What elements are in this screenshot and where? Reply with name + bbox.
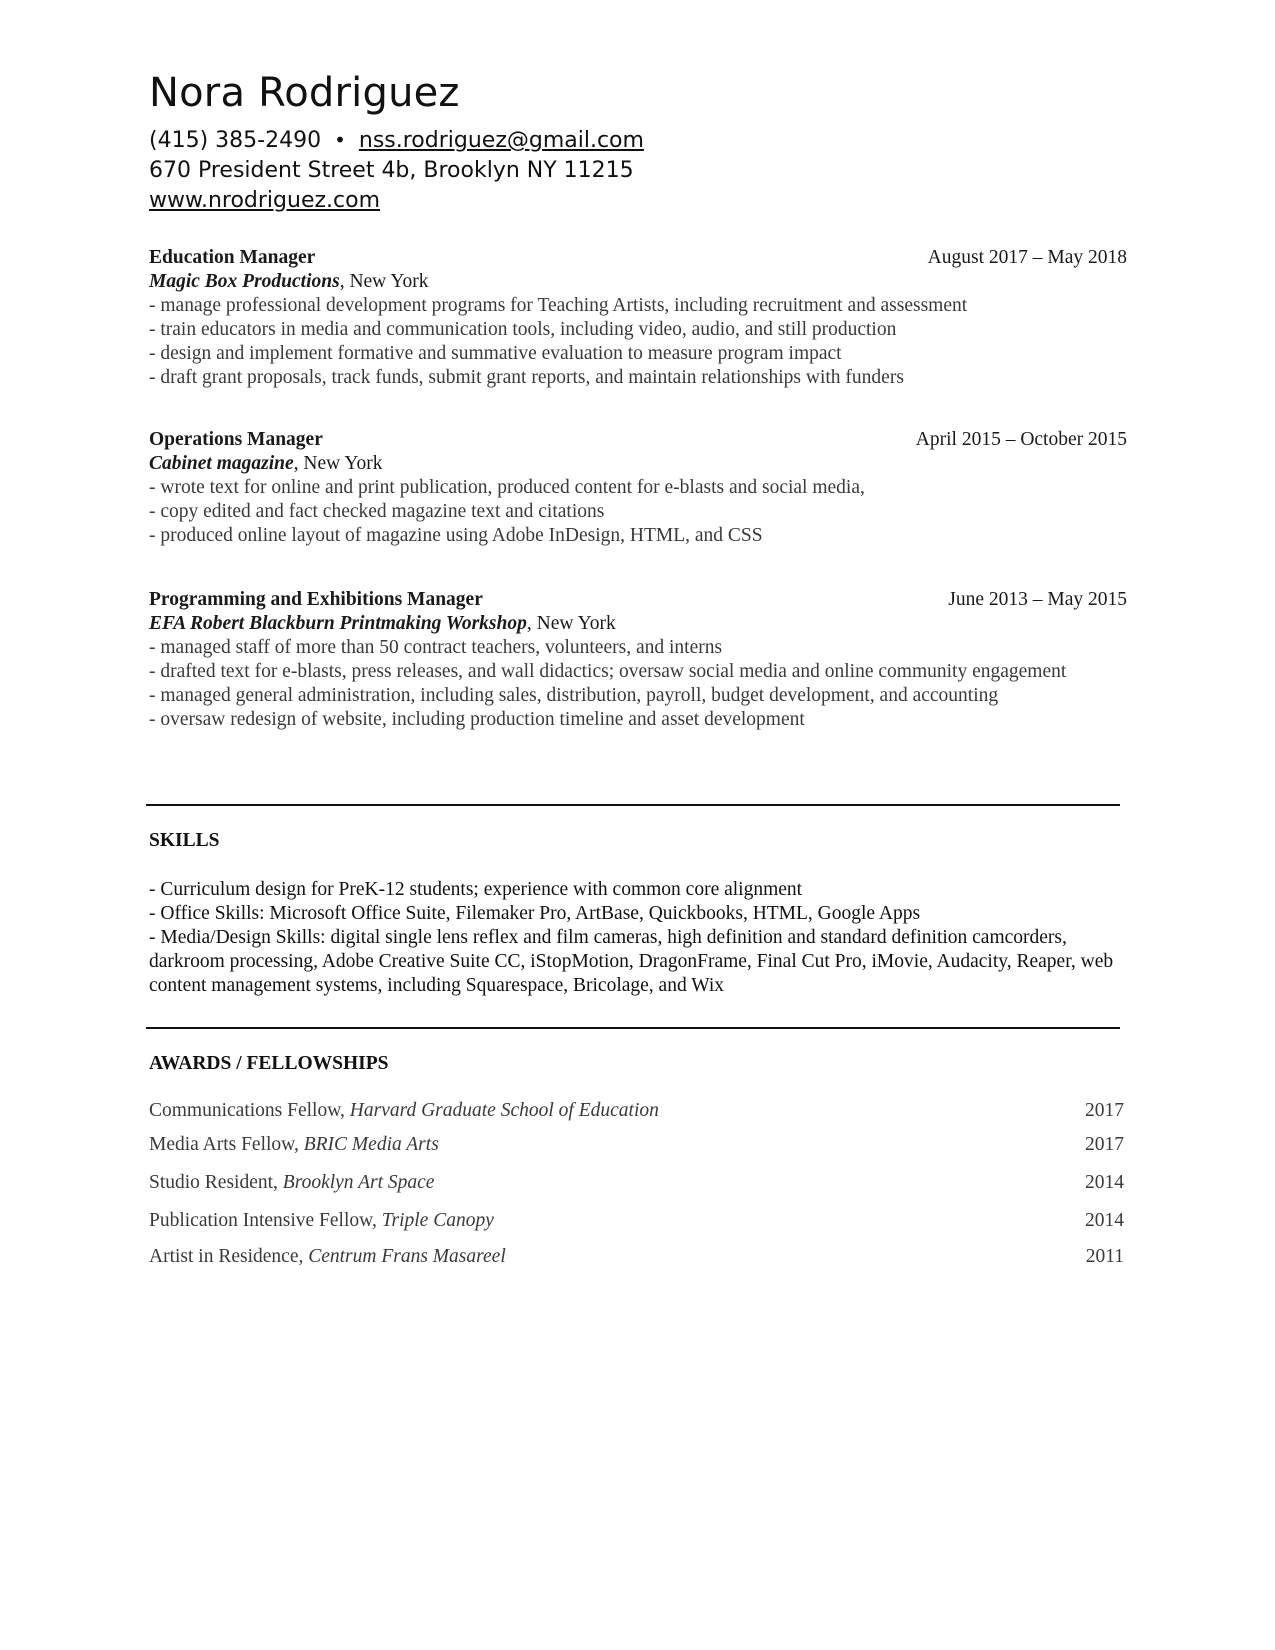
job-header [149,588,1127,612]
award-year: 2011 [1085,1246,1124,1267]
job-duties [149,476,1127,548]
job-entry [149,588,1127,732]
duty-item: - produced online layout of magazine using Adobe InDesign, HTML, and CSS [149,525,763,546]
job-organization: Cabinet magazine [149,453,294,474]
duty-item: - train educators in media and communication tools, including video, audio, and still production [149,319,897,340]
separator-dot: • [334,128,346,152]
award-organization: Brooklyn Art Space [282,1172,435,1193]
phone-number: (415) 385-2490 [149,128,322,153]
award-name [149,1100,659,1122]
skills-heading: SKILLS [149,830,220,851]
awards-heading: AWARDS / FELLOWSHIPS [149,1053,389,1074]
duty-item: - drafted text for e-blasts, press releases, and wall didactics; oversaw social media and online community engagement [149,661,1067,682]
duty-item: - manage professional development programs for Teaching Artists, including recruitment and assessment [149,295,968,316]
award-name [149,1172,434,1194]
job-dates: June 2013 – May 2015 [948,589,1127,610]
job-title: Programming and Exhibitions Manager [149,589,483,610]
duty-item: - oversaw redesign of website, including production timeline and asset development [149,709,805,730]
job-organization: Magic Box Productions [149,271,340,292]
contact-line-phone-email [149,128,644,153]
duty-item: - wrote text for online and print publication, produced content for e-blasts and social media, [149,477,865,498]
award-year: 2014 [1085,1210,1124,1231]
job-organization-line [149,452,1127,476]
job-organization-line [149,270,1127,294]
award-role: Media Arts Fellow, [149,1134,304,1155]
award-role: Publication Intensive Fellow, [149,1210,382,1231]
job-dates: August 2017 – May 2018 [927,247,1127,268]
award-role: Artist in Residence, [149,1246,309,1267]
skill-item: - Media/Design Skills: digital single lens reflex and film cameras, high definition and standard definition camcorders, darkroom processing, Adobe Creative Suite CC, iStopMotion, DragonFrame, Final Cut Pro, iMovie, Audacity, Reaper, web content management systems, including Squarespace, Bricolage, and Wix [149,927,1114,996]
skill-item: - Office Skills: Microsoft Office Suite, Filemaker Pro, ArtBase, Quickbooks, HTML, Google Apps [149,903,921,924]
job-duties [149,294,1127,390]
award-row [149,1210,1124,1236]
job-title: Operations Manager [149,429,323,450]
award-organization: Centrum Frans Masareel [308,1246,506,1267]
job-location: , New York [339,271,429,292]
email-link[interactable]: nss.rodriguez@gmail.com [358,128,644,153]
duty-item: - design and implement formative and summative evaluation to measure program impact [149,343,842,364]
award-organization: Harvard Graduate School of Education [349,1100,659,1121]
job-header [149,428,1127,452]
duty-item: - copy edited and fact checked magazine text and citations [149,501,605,522]
contact-line-website [149,188,380,213]
skill-item: - Curriculum design for PreK-12 students; experience with common core alignment [149,879,803,900]
award-role: Communications Fellow, [149,1100,350,1121]
duty-item: - managed staff of more than 50 contract teachers, volunteers, and interns [149,637,723,658]
award-organization: BRIC Media Arts [303,1134,439,1155]
job-entry [149,428,1127,548]
award-row [149,1100,1124,1126]
award-row [149,1246,1124,1272]
award-year: 2014 [1085,1172,1124,1193]
section-divider [146,1027,1120,1029]
award-year: 2017 [1085,1134,1124,1155]
section-divider [146,804,1120,806]
award-year: 2017 [1085,1100,1124,1121]
job-location: , New York [293,453,383,474]
job-dates: April 2015 – October 2015 [915,429,1127,450]
duty-item: - managed general administration, including sales, distribution, payroll, budget development, and accounting [149,685,999,706]
skills-list [149,878,1124,998]
job-location: , New York [526,613,616,634]
job-organization-line [149,612,1127,636]
award-row [149,1134,1124,1160]
address: 670 President Street 4b, Brooklyn NY 11215 [149,158,634,183]
award-role: Studio Resident, [149,1172,283,1193]
award-name [149,1134,439,1156]
award-name [149,1246,506,1268]
candidate-name: Nora Rodriguez [149,70,460,116]
job-organization: EFA Robert Blackburn Printmaking Workshop [149,613,527,634]
website-link[interactable]: www.nrodriguez.com [149,188,381,213]
duty-item: - draft grant proposals, track funds, submit grant reports, and maintain relationships with funders [149,367,904,388]
award-organization: Triple Canopy [381,1210,494,1231]
job-duties [149,636,1127,732]
job-entry [149,246,1127,390]
job-title: Education Manager [149,247,316,268]
award-name [149,1210,494,1232]
award-row [149,1172,1124,1198]
job-header [149,246,1127,270]
